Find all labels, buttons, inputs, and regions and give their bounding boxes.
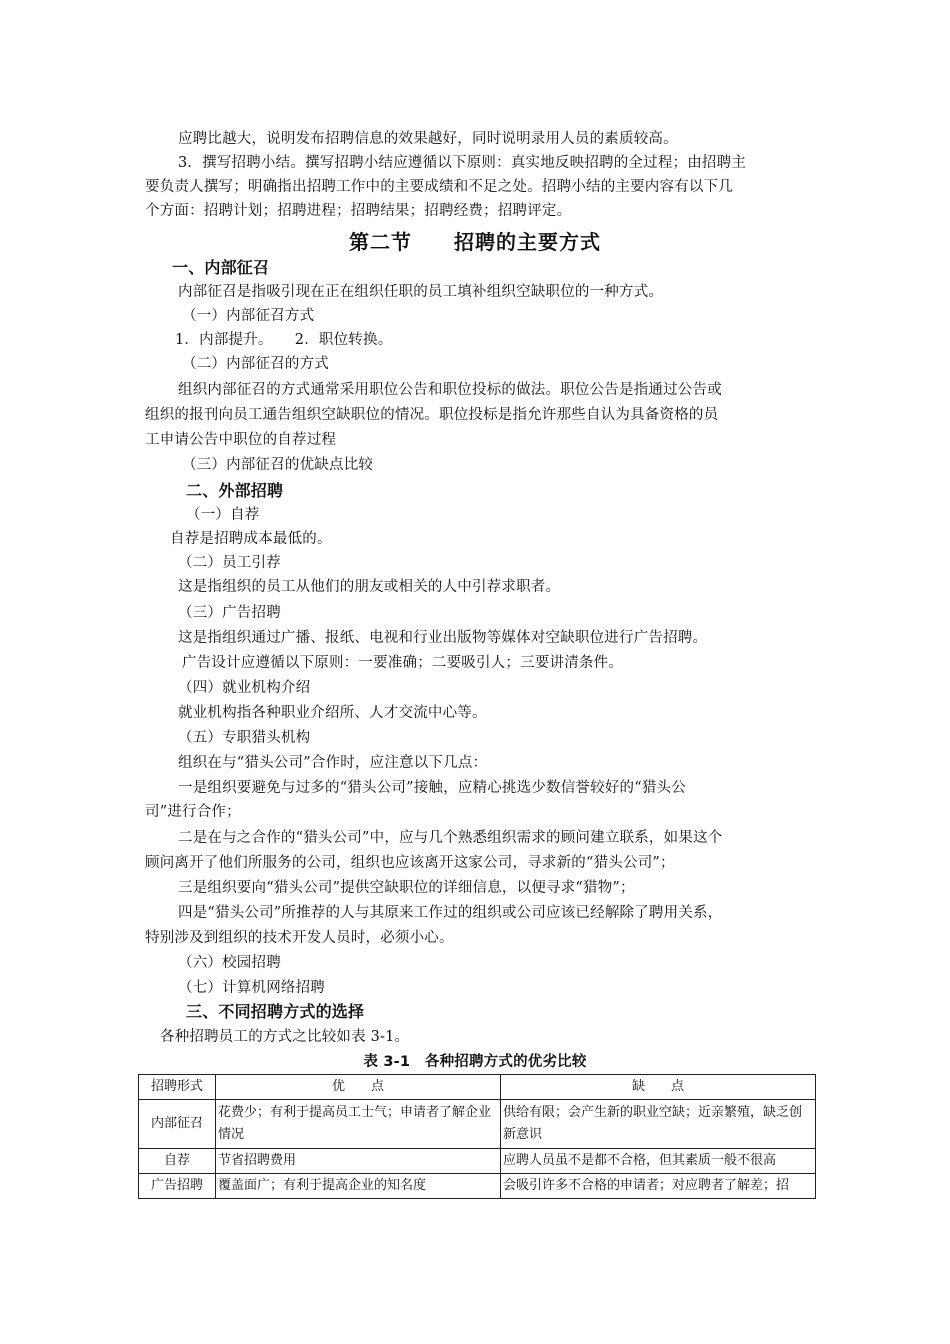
paragraph-line: 组织在与“猎头公司”合作时，应注意以下几点： [178,755,488,771]
table-header-row [139,1075,816,1100]
paragraph-line: 个方面：招聘计划；招聘进程；招聘结果；招聘经费；招聘评定。 [145,203,572,219]
table-caption: 表 3-1 各种招聘方式的优劣比较 [363,1054,587,1070]
heading-internal-recruitment: 一、内部征召 [172,258,270,277]
paragraph-line: 二是在与之合作的“猎头公司”中，应与几个熟悉组织需求的顾问建立联系，如果这个 [178,830,723,846]
table-cell: 节省招聘费用 [216,1149,501,1174]
paragraph-line: 就业机构指各种职业介绍所、人才交流中心等。 [178,705,487,721]
paragraph-line: 司”进行合作； [145,804,241,820]
header-cell: 缺 点 [501,1075,816,1100]
paragraph-line: 应聘比越大，说明发布招聘信息的效果越好，同时说明录用人员的素质较高。 [178,131,678,147]
paragraph-line: 顾问离开了他们所服务的公司，组织也应该离开这家公司，寻求新的“猎头公司”； [145,855,675,871]
table-cell: 花费少；有利于提高员工士气；申请者了解企业情况 [216,1100,501,1149]
subheading: （五）专职猎头机构 [178,730,311,746]
paragraph-line: 工申请公告中职位的自荐过程 [145,432,337,448]
subheading: （三）广告招聘 [178,605,281,621]
table-cell: 覆盖面广；有利于提高企业的知名度 [216,1174,501,1199]
header-cell: 优 点 [216,1075,501,1100]
subheading: （四）就业机构介绍 [178,680,311,696]
paragraph-line: 要负责人撰写；明确指出招聘工作中的主要成绩和不足之处。招聘小结的主要内容有以下几 [145,179,733,195]
table-row [139,1149,816,1174]
paragraph-line: 四是“猎头公司”所推荐的人与其原来工作过的组织或公司应该已经解除了聘用关系， [178,905,723,921]
subheading: （二）内部征召的方式 [182,356,329,372]
paragraph-line: 3．撰写招聘小结。撰写招聘小结应遵循以下原则：真实地反映招聘的全过程；由招聘主 [178,155,747,171]
subheading: （二）员工引荐 [178,555,281,571]
paragraph-line: 各种招聘员工的方式之比较如表 3-1。 [160,1029,410,1045]
subheading: （三）内部征召的优缺点比较 [182,457,374,473]
paragraph-line: 广告设计应遵循以下原则：一要准确；二要吸引人；三要讲清条件。 [182,655,623,671]
paragraph-line: 自荐是招聘成本最低的。 [170,531,332,547]
paragraph-line: 三是组织要向“猎头公司”提供空缺职位的详细信息，以便寻求“猎物”； [178,880,635,896]
subheading: （六）校园招聘 [178,955,281,971]
paragraph-line: 内部征召是指吸引现在正在组织任职的员工填补组织空缺职位的一种方式。 [178,284,664,300]
table-cell: 自荐 [139,1149,216,1174]
list-items: 1．内部提升。 2．职位转换。 [175,332,393,348]
table-cell: 广告招聘 [139,1174,216,1199]
comparison-table [138,1074,816,1199]
table-row [139,1100,816,1149]
subheading: （一）自荐 [186,507,260,523]
subheading: （七）计算机网络招聘 [178,980,325,996]
table-cell: 应聘人员虽不是都不合格，但其素质一般不很高 [501,1149,816,1174]
table-cell: 供给有限；会产生新的职业空缺；近亲繁殖，缺乏创新意识 [501,1100,816,1149]
heading-method-selection: 三、不同招聘方式的选择 [186,1002,365,1021]
header-cell: 招聘形式 [139,1075,216,1100]
paragraph-line: 特别涉及到组织的技术开发人员时，必须小心。 [145,930,454,946]
paragraph-line: 一是组织要避免与过多的“猎头公司”接触，应精心挑选少数信誉较好的“猎头公 [178,780,686,796]
paragraph-line: 组织内部征召的方式通常采用职位公告和职位投标的做法。职位公告是指通过公告或 [178,382,722,398]
table-cell: 内部征召 [139,1100,216,1149]
section-title: 第二节 招聘的主要方式 [349,230,601,254]
paragraph-line: 这是指组织通过广播、报纸、电视和行业出版物等媒体对空缺职位进行广告招聘。 [178,630,708,646]
paragraph-line: 组织的报刊向员工通告组织空缺职位的情况。职位投标是指允许那些自认为具备资格的员 [145,407,719,423]
heading-external-recruitment: 二、外部招聘 [186,481,284,500]
table-row [139,1174,816,1199]
subheading: （一）内部征召方式 [182,308,315,324]
paragraph-line: 这是指组织的员工从他们的朋友或相关的人中引荐求职者。 [178,579,561,595]
table-cell: 会吸引许多不合格的申请者；对应聘者了解差；招 [501,1174,816,1199]
